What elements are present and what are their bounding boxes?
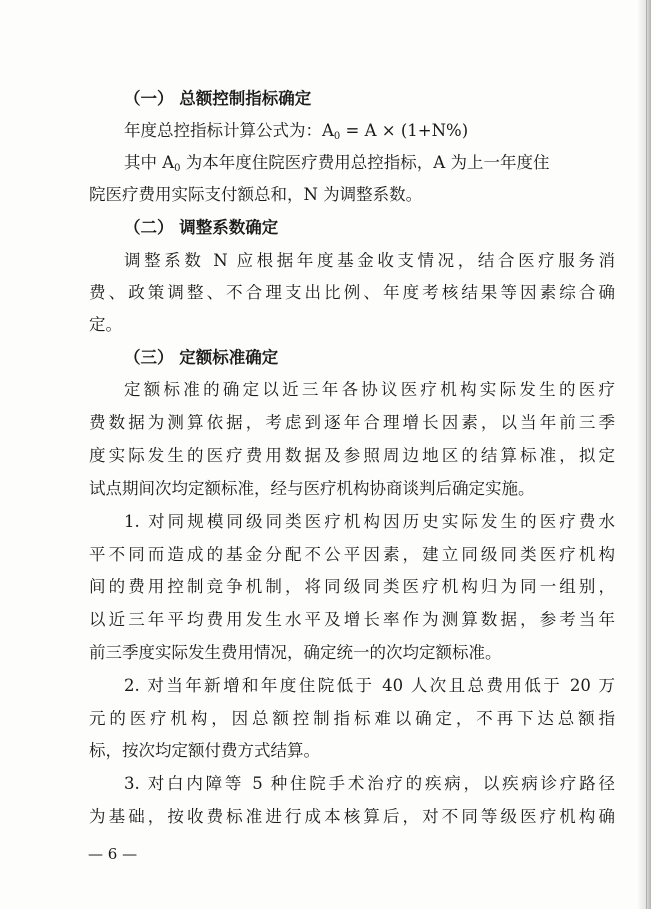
formula-subscript: 0 [174, 163, 181, 174]
formula-expression: = A × (1+N%) [340, 121, 469, 140]
paragraph-line: 前三季度实际发生费用情况，确定统一的次均定额标准。 [89, 643, 502, 662]
section-heading-1: （一） 总额控制指标确定 [124, 89, 312, 108]
paragraph-line: 平不同而造成的基金分配不公平因素，建立同级同类医疗机构 [89, 545, 615, 564]
page-number: — 6 — [88, 845, 138, 863]
paragraph-line: 为基础，按收费标准进行成本核算后，对不同等级医疗机构确 [89, 807, 615, 826]
paragraph-line: 院医疗费用实际支付额总和，N 为调整系数。 [89, 185, 423, 204]
paragraph-line: 定。 [89, 315, 122, 334]
paragraph-line: 标，按次均定额付费方式结算。 [89, 741, 320, 760]
paragraph-line: 费、政策调整、不合理支出比例、年度考核结果等因素综合确 [89, 283, 615, 302]
paragraph-text: 为本年度住院医疗费用总控指标，A 为上一年度住 [180, 153, 550, 172]
paragraph-line: 间的费用控制竞争机制，将同级同类医疗机构归为同一组别， [89, 577, 615, 596]
list-item-2: 2. 对当年新增和年度住院低于 40 人次且总费用低于 20 万 [124, 676, 615, 695]
paragraph-line: 试点期间次均定额标准，经与医疗机构协商谈判后确定实施。 [89, 479, 535, 498]
page-edge-line [646, 0, 647, 909]
list-item-3: 3. 对白内障等 5 种住院手术治疗的疾病，以疾病诊疗路径 [124, 774, 615, 793]
paragraph-line [124, 153, 549, 179]
formula-subscript: 0 [333, 131, 341, 142]
paragraph-line: 定额标准的确定以近三年各协议医疗机构实际发生的医疗 [124, 380, 615, 399]
section-heading-3: （三） 定额标准确定 [124, 348, 279, 367]
list-item-1: 1. 对同规模同级同类医疗机构因历史实际发生的医疗费水 [124, 512, 615, 531]
paragraph-line: 元的医疗机构，因总额控制指标难以确定，不再下达总额指 [89, 709, 615, 728]
page-edge-shadow [637, 0, 651, 909]
formula-line [124, 121, 468, 147]
paragraph-line: 以近三年平均费用发生水平及增长率作为测算数据，参考当年 [89, 610, 615, 629]
section-heading-2: （二） 调整系数确定 [124, 218, 279, 237]
paragraph-line: 调整系数 N 应根据年度基金收支情况，结合医疗服务消 [124, 251, 615, 270]
paragraph-text: 其中 A [124, 153, 175, 172]
paragraph-line: 费数据为测算依据，考虑到逐年合理增长因素，以当年前三季 [89, 413, 615, 432]
paragraph-line: 度实际发生的医疗费用数据及参照周边地区的结算标准，拟定 [89, 446, 615, 465]
formula-label: 年度总控指标计算公式为：A [124, 121, 334, 140]
